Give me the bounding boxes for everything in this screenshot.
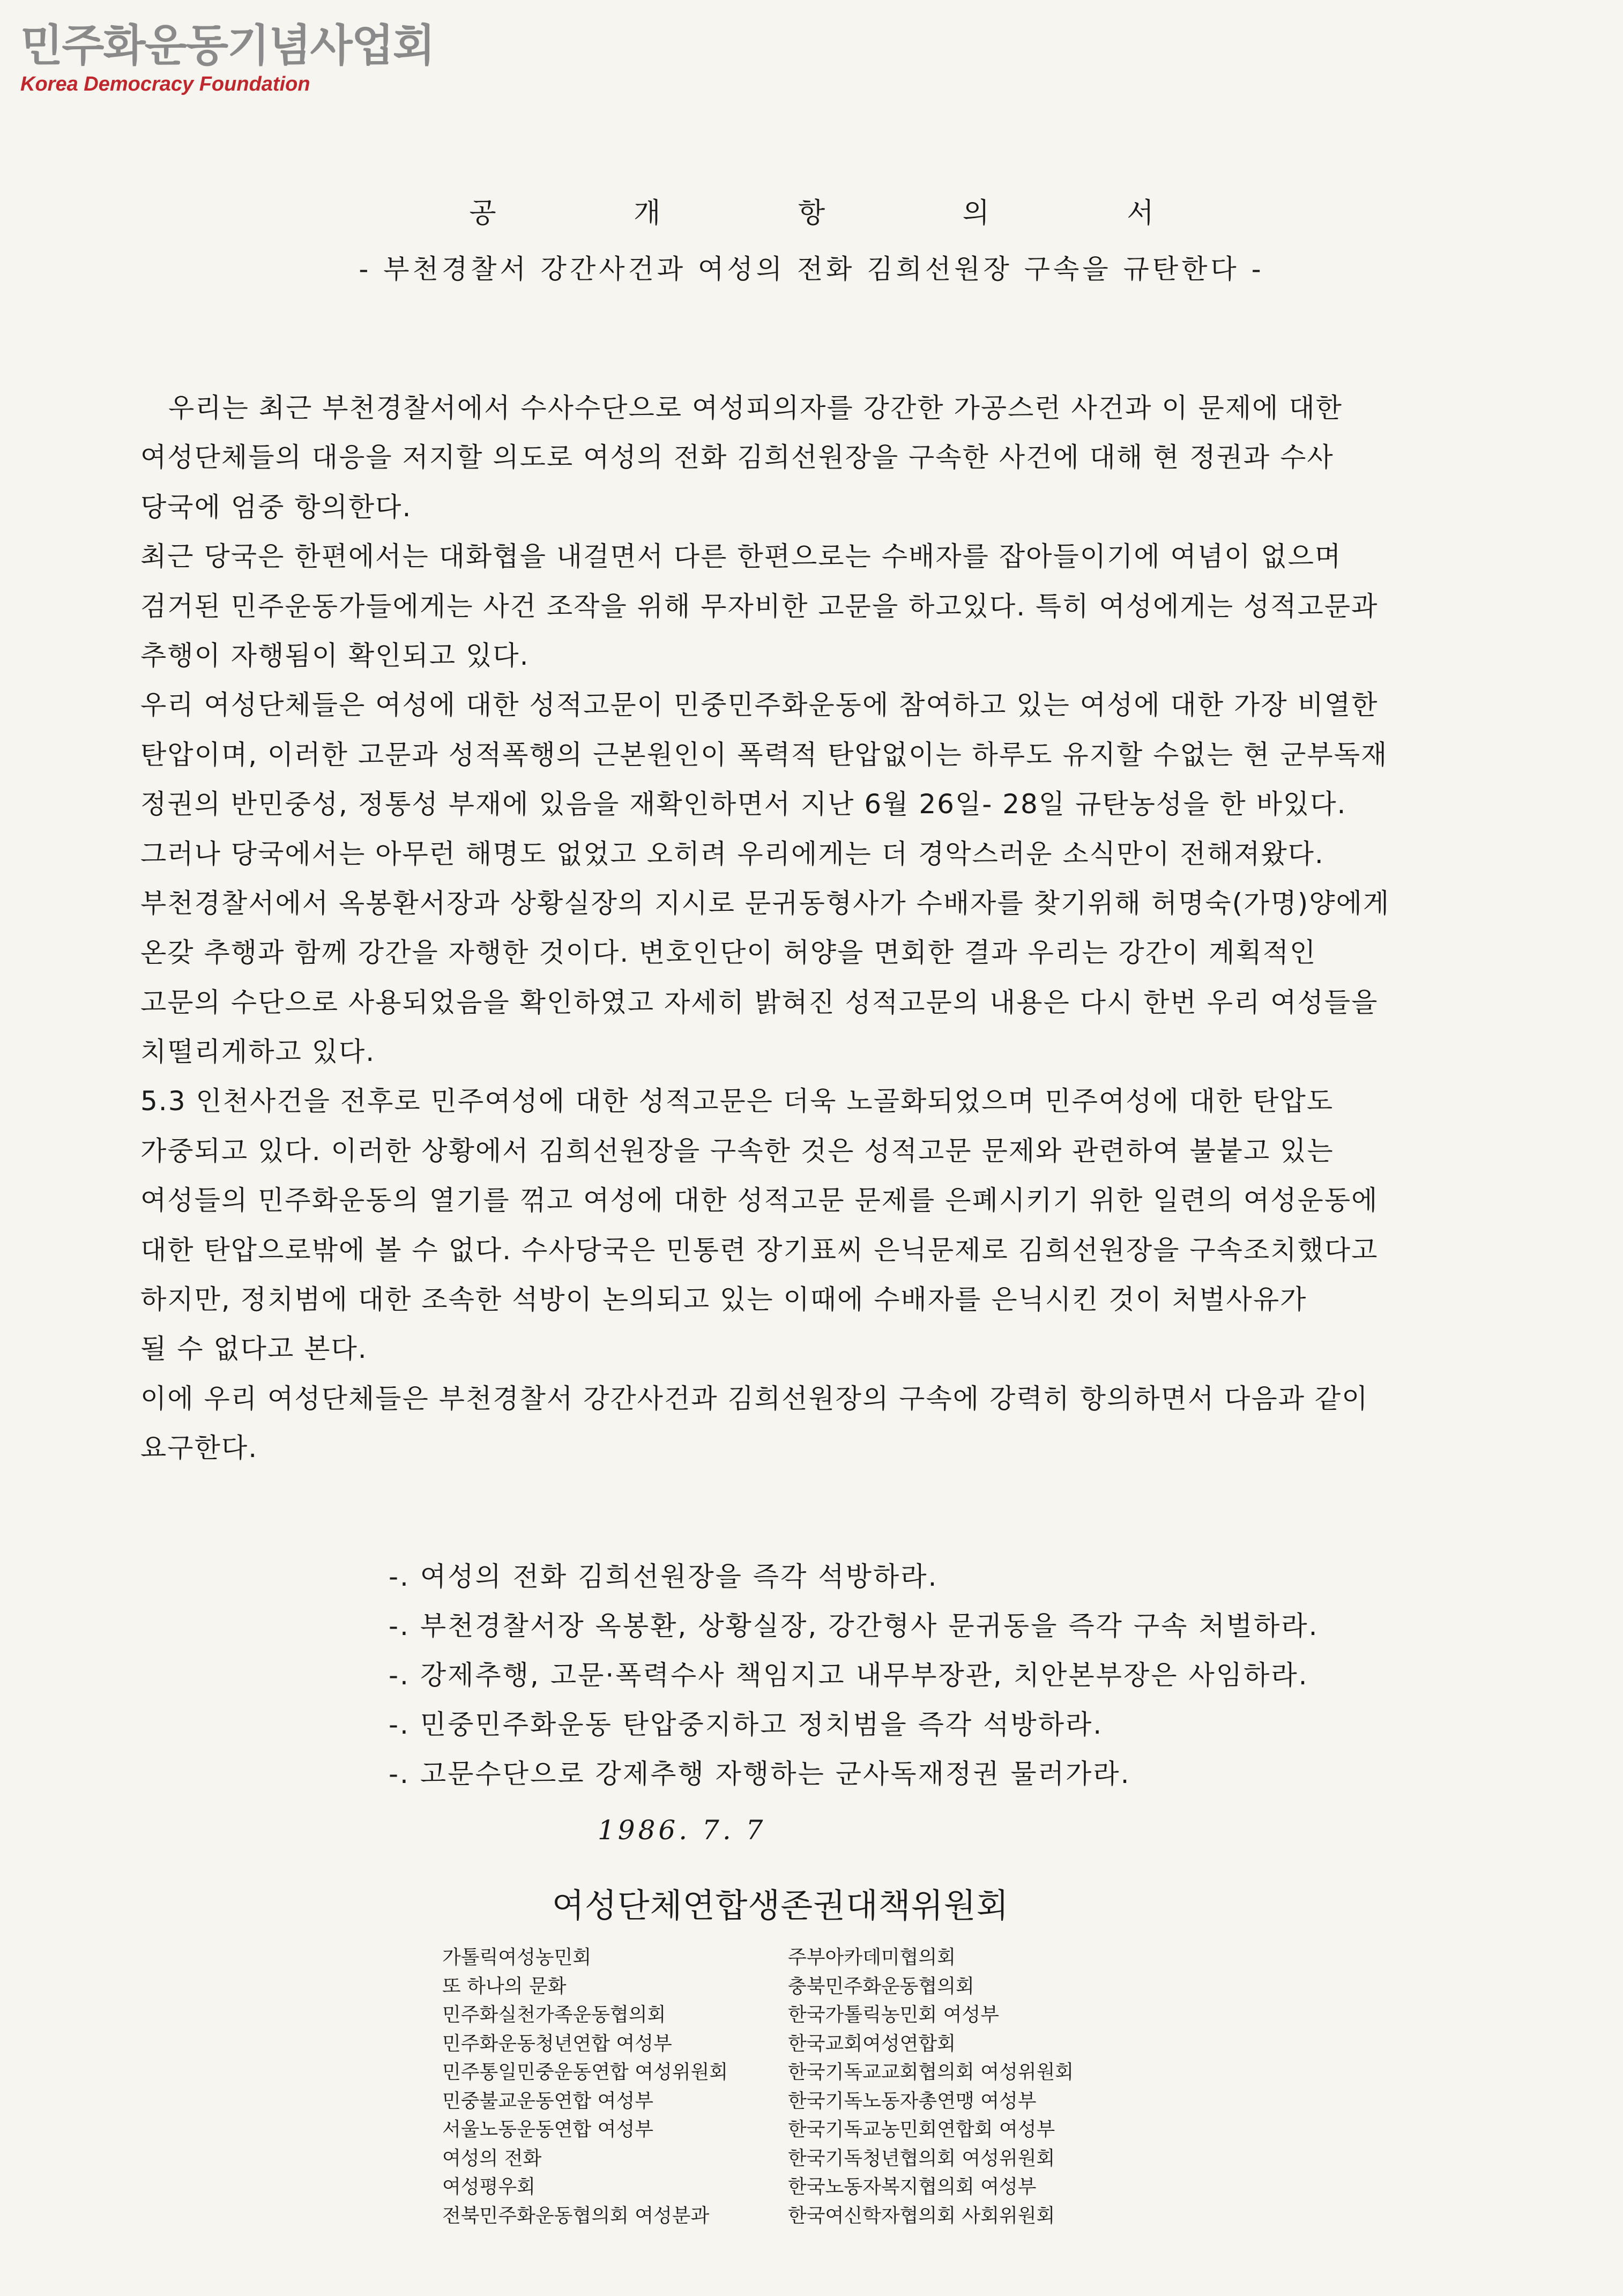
org-item: 민주화실천가족운동협의회: [442, 2004, 666, 2026]
body-line: 하지만, 정치범에 대한 조속한 석방이 논의되고 있는 이때에 수배자를 은닉시킨 것이 처벌사유가: [140, 1284, 1307, 1316]
org-item: 한국기독교교회협의회 여성위원회: [788, 2061, 1074, 2083]
body-line: 요구한다.: [140, 1432, 258, 1464]
org-item: 민중불교운동연합 여성부: [442, 2090, 653, 2112]
org-item: 여성의 전화: [442, 2147, 542, 2169]
body-line: 온갖 추행과 함께 강간을 자행한 것이다. 변호인단이 허양을 면회한 결과 우리는 강간이 계획적인: [140, 937, 1317, 969]
body-line: 탄압이며, 이러한 고문과 성적폭행의 근본원인이 폭력적 탄압없이는 하루도 유지할 수없는 현 군부독재: [140, 739, 1388, 770]
body-line: 여성단체들의 대응을 저지할 의도로 여성의 전화 김희선원장을 구속한 사건에 대해 현 정권과 수사: [140, 442, 1334, 473]
org-item: 한국기독노동자총연맹 여성부: [788, 2090, 1037, 2112]
body-line: 가중되고 있다. 이러한 상황에서 김희선원장을 구속한 것은 성적고문 문제와 관련하여 불붙고 있는: [140, 1135, 1334, 1166]
org-item: 또 하나의 문화: [442, 1975, 567, 1997]
body-line: 될 수 없다고 본다.: [140, 1333, 368, 1365]
document-subtitle: - 부천경찰서 강간사건과 여성의 전화 김희선원장 구속을 규탄한다 -: [359, 254, 1264, 285]
body-line: 우리 여성단체들은 여성에 대한 성적고문이 민중민주화운동에 참여하고 있는 여성에 대한 가장 비열한: [140, 689, 1379, 721]
org-column-left: [442, 1943, 728, 2230]
body-line: 부천경찰서에서 옥봉환서장과 상황실장의 지시로 문귀동형사가 수배자를 찾기위해 허명숙(가명)양에게: [140, 887, 1390, 919]
body-line: 이에 우리 여성단체들은 부천경찰서 강간사건과 김희선원장의 구속에 강력히 항의하면서 다음과 같이: [140, 1383, 1369, 1414]
org-column-right: [788, 1943, 1074, 2230]
watermark-logo: [20, 20, 434, 97]
org-item: 민주통일민중운동연합 여성위원회: [442, 2061, 728, 2083]
demand-item: -. 부천경찰서장 옥봉환, 상황실장, 강간형사 문귀동을 즉각 구속 처벌하라.: [389, 1610, 1319, 1641]
committee-name: 여성단체연합생존권대책위원회: [552, 1886, 1009, 1925]
body-line: 추행이 자행됨이 확인되고 있다.: [140, 640, 530, 671]
body-line: 당국에 엄중 항의한다.: [140, 491, 412, 523]
body-line: 대한 탄압으로밖에 볼 수 없다. 수사당국은 민통련 장기표씨 은닉문제로 김희선원장을 구속조치했다고: [140, 1234, 1379, 1266]
org-item: 한국기독청년협의회 여성위원회: [788, 2147, 1055, 2169]
document-body: [140, 383, 1491, 1473]
body-line: 치떨리게하고 있다.: [140, 1036, 376, 1068]
org-item: 한국교회여성연합회: [788, 2032, 956, 2055]
org-item: 한국노동자복지협의회 여성부: [788, 2176, 1037, 2198]
body-line: 여성들의 민주화운동의 열기를 꺾고 여성에 대한 성적고문 문제를 은폐시키기 위한 일련의 여성운동에: [140, 1185, 1379, 1216]
org-item: 가톨릭여성농민회: [442, 1946, 592, 1968]
org-item: 충북민주화운동협의회: [788, 1975, 974, 1997]
document-date: 1986. 7. 7: [598, 1815, 766, 1846]
org-item: 민주화운동청년연합 여성부: [442, 2032, 672, 2055]
body-line: 그러나 당국에서는 아무런 해명도 없었고 오히려 우리에게는 더 경악스러운 소식만이 전해져왔다.: [140, 838, 1324, 870]
org-item: 주부아카데미협의회: [788, 1946, 956, 1968]
demand-item: -. 여성의 전화 김희선원장을 즉각 석방하라.: [389, 1561, 939, 1592]
org-item: 서울노동운동연합 여성부: [442, 2119, 653, 2141]
demand-item: -. 고문수단으로 강제추행 자행하는 군사독재정권 물러가라.: [389, 1758, 1131, 1789]
watermark-english: Korea Democracy Foundation: [20, 73, 310, 95]
watermark-korean: 민주화운동기념사업회: [20, 20, 435, 71]
body-line: 최근 당국은 한편에서는 대화협을 내걸면서 다른 한편으로는 수배자를 잡아들이기에 여념이 없으며: [140, 541, 1342, 573]
document-title: 공 개 항 의 서: [469, 197, 1218, 229]
demands-list: [389, 1552, 1514, 1799]
demand-item: -. 민중민주화운동 탄압중지하고 정치범을 즉각 석방하라.: [389, 1709, 1104, 1740]
body-line: 5.3 인천사건을 전후로 민주여성에 대한 성적고문은 더욱 노골화되었으며 민주여성에 대한 탄압도: [140, 1086, 1334, 1117]
body-line: 정권의 반민중성, 정통성 부재에 있음을 재확인하면서 지난 6월 26일- 28일 규탄농성을 한 바있다.: [140, 789, 1347, 820]
org-item: 한국여신학자협의회 사회위원회: [788, 2204, 1055, 2227]
body-line: 검거된 민주운동가들에게는 사건 조작을 위해 무자비한 고문을 하고있다. 특히 여성에게는 성적고문과: [140, 590, 1379, 622]
body-line: 고문의 수단으로 사용되었음을 확인하였고 자세히 밝혀진 성적고문의 내용은 다시 한번 우리 여성들을: [140, 986, 1379, 1018]
org-item: 전북민주화운동협의회 여성분과: [442, 2204, 710, 2227]
body-line: 우리는 최근 부천경찰서에서 수사수단으로 여성피의자를 강간한 가공스런 사건과 이 문제에 대한: [140, 392, 1343, 423]
org-item: 한국가톨릭농민회 여성부: [788, 2004, 999, 2026]
org-item: 여성평우회: [442, 2176, 535, 2198]
org-item: 한국기독교농민회연합회 여성부: [788, 2119, 1055, 2141]
demand-item: -. 강제추행, 고문·폭력수사 책임지고 내무부장관, 치안본부장은 사임하라.: [389, 1660, 1309, 1691]
